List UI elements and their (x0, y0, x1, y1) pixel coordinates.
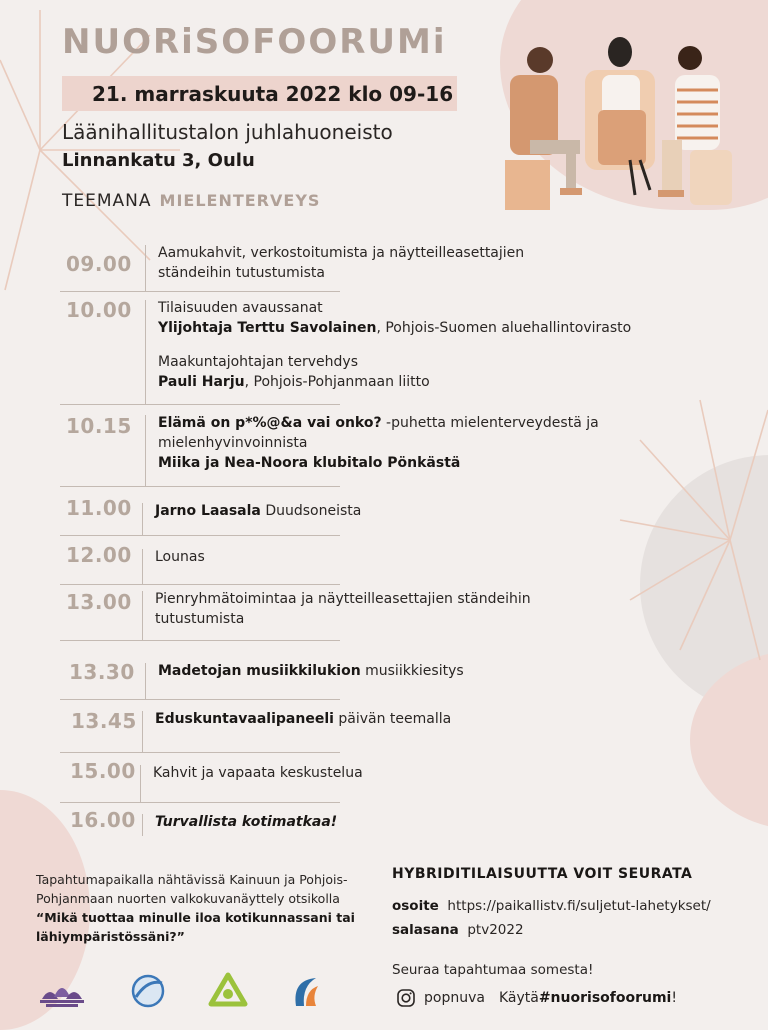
wave-logo (128, 973, 168, 1009)
schedule-line-text: Maakuntajohtajan tervehdys (158, 354, 359, 370)
schedule-line-bold: Turvallista kotimatkaa! (155, 814, 338, 830)
schedule-item (155, 501, 760, 521)
stool-left (505, 160, 550, 210)
hashtag: #nuorisofoorumi (538, 990, 672, 1006)
schedule-line-text: ständeihin tutustumista (158, 265, 325, 281)
schedule-line (155, 812, 760, 832)
schedule-item (158, 298, 760, 392)
event-theme (62, 191, 320, 211)
schedule-line-text: , Pohjois-Pohjanmaan liitto (244, 374, 430, 390)
schedule-line-bold: Miika ja Nea-Noora klubitalo Pönkästä (158, 455, 461, 471)
schedule-separator (60, 752, 340, 753)
hybrid-title: HYBRIDITILAISUUTTA VOIT SEURATA (392, 866, 693, 882)
schedule-separator (60, 640, 340, 641)
schedule-time: 15.00 (70, 759, 136, 783)
stream-address (392, 898, 711, 914)
exhibition-title: “Mikä tuottaa minulle iloa kotikunnassani tai lähiympäristössäni?” (36, 910, 355, 944)
schedule-line (155, 589, 760, 609)
partner-logos (36, 972, 324, 1010)
schedule-time: 10.00 (66, 298, 132, 322)
social-line (396, 988, 677, 1008)
address-label: osoite (392, 898, 439, 914)
people-illustration (490, 20, 750, 220)
schedule-time: 09.00 (66, 252, 132, 276)
stream-url[interactable]: https://paikallistv.fi/suljetut-lahetykset/ (447, 898, 711, 914)
schedule-divider (142, 503, 143, 535)
schedule-separator (60, 699, 340, 700)
schedule-divider (145, 663, 146, 699)
schedule-separator (60, 802, 340, 803)
schedule-separator (60, 584, 340, 585)
schedule-separator (60, 404, 340, 405)
stream-password (392, 922, 524, 938)
flower-logo (36, 973, 88, 1009)
schedule-time: 12.00 (66, 543, 132, 567)
schedule-line-text: tutustumista (155, 611, 245, 627)
schedule-divider (145, 245, 146, 291)
schedule-line-text: , Pohjois-Suomen aluehallintovirasto (376, 320, 632, 336)
exhibition-intro: Tapahtumapaikalla nähtävissä Kainuun ja Pohjois-Pohjanmaan nuorten valkokuvanäyttely otsikolla (36, 872, 348, 906)
schedule-time: 16.00 (70, 808, 136, 832)
schedule-line (158, 298, 760, 318)
hashtag-suffix: ! (671, 990, 677, 1006)
theme-word: MIELENTERVEYS (159, 191, 321, 210)
schedule-time: 13.45 (71, 709, 137, 733)
schedule-time: 13.30 (69, 660, 135, 684)
schedule-line-bold: Ylijohtaja Terttu Savolainen (158, 320, 377, 336)
schedule-item (155, 709, 760, 729)
schedule-line (158, 433, 760, 453)
schedule-line (158, 352, 760, 372)
schedule-time: 10.15 (66, 414, 132, 438)
schedule-line-text: päivän teemalla (333, 711, 452, 727)
schedule-time: 13.00 (66, 590, 132, 614)
schedule-line (158, 453, 760, 473)
schedule-line-text: Lounas (155, 549, 205, 565)
schedule-line (155, 547, 760, 567)
schedule-item (158, 243, 760, 283)
schedule-line (155, 709, 760, 729)
schedule-line (158, 661, 760, 681)
schedule-line (158, 263, 760, 283)
password-label: salasana (392, 922, 459, 938)
schedule-line-bold: Jarno Laasala (155, 503, 261, 519)
schedule-line-text: Duudsoneista (260, 503, 362, 519)
schedule-line-bold: Pauli Harju (158, 374, 245, 390)
schedule-separator (60, 535, 340, 536)
schedule-item (158, 413, 760, 473)
schedule-line-bold: Madetojan musiikkilukion (158, 663, 361, 679)
instagram-handle[interactable]: popnuva (424, 990, 485, 1006)
schedule-divider (145, 415, 146, 486)
schedule-line (153, 763, 760, 783)
event-title: NUORiSOFOORUMi (62, 22, 447, 62)
schedule-line (158, 318, 760, 338)
hashtag-prefix: Käytä (498, 990, 539, 1006)
schedule-line (158, 413, 760, 433)
schedule-separator (60, 291, 340, 292)
schedule-line-text: mielenhyvinvoinnista (158, 435, 308, 451)
schedule-line (155, 609, 760, 629)
schedule-item (155, 589, 760, 629)
schedule-divider (142, 591, 143, 640)
password-value: ptv2022 (467, 922, 524, 938)
schedule-item (155, 547, 760, 567)
schedule-line-text: Pienryhmätoimintaa ja näytteilleasettajien ständeihin (155, 591, 531, 607)
swirl-logo (288, 972, 324, 1010)
schedule-divider (142, 549, 143, 584)
event-address: Linnankatu 3, Oulu (62, 150, 255, 171)
triangle-logo (208, 972, 248, 1010)
schedule-line-bold: Elämä on p*%@&a vai onko? (158, 415, 382, 431)
schedule-line (155, 501, 760, 521)
schedule-item (158, 661, 760, 681)
schedule-divider (140, 765, 141, 802)
instagram-icon[interactable] (396, 988, 416, 1008)
schedule-line-text: Aamukahvit, verkostoitumista ja näytteilleasettajien (158, 245, 525, 261)
schedule-line-text: musiikkiesitys (360, 663, 464, 679)
event-date: 21. marraskuuta 2022 klo 09-16 (92, 82, 454, 106)
schedule-line (158, 372, 760, 392)
stool-right (690, 150, 732, 205)
schedule-divider (145, 300, 146, 404)
event-venue: Läänihallitustalon juhlahuoneisto (62, 120, 393, 144)
schedule-item (155, 812, 760, 832)
exhibition-note (36, 870, 356, 946)
schedule-time: 11.00 (66, 496, 132, 520)
schedule-item (153, 763, 760, 783)
schedule-line-text: Kahvit ja vapaata keskustelua (153, 765, 363, 781)
theme-label: TEEMANA (62, 191, 152, 211)
schedule-separator (60, 486, 340, 487)
schedule-line-bold: Eduskuntavaalipaneeli (155, 711, 334, 727)
schedule-line (158, 243, 760, 263)
schedule-divider (142, 814, 143, 836)
schedule-line-text: Tilaisuuden avaussanat (158, 300, 323, 316)
schedule-divider (142, 711, 143, 752)
follow-text: Seuraa tapahtumaa somesta! (392, 962, 594, 978)
schedule-line-text: -puhetta mielenterveydestä ja (381, 415, 599, 431)
